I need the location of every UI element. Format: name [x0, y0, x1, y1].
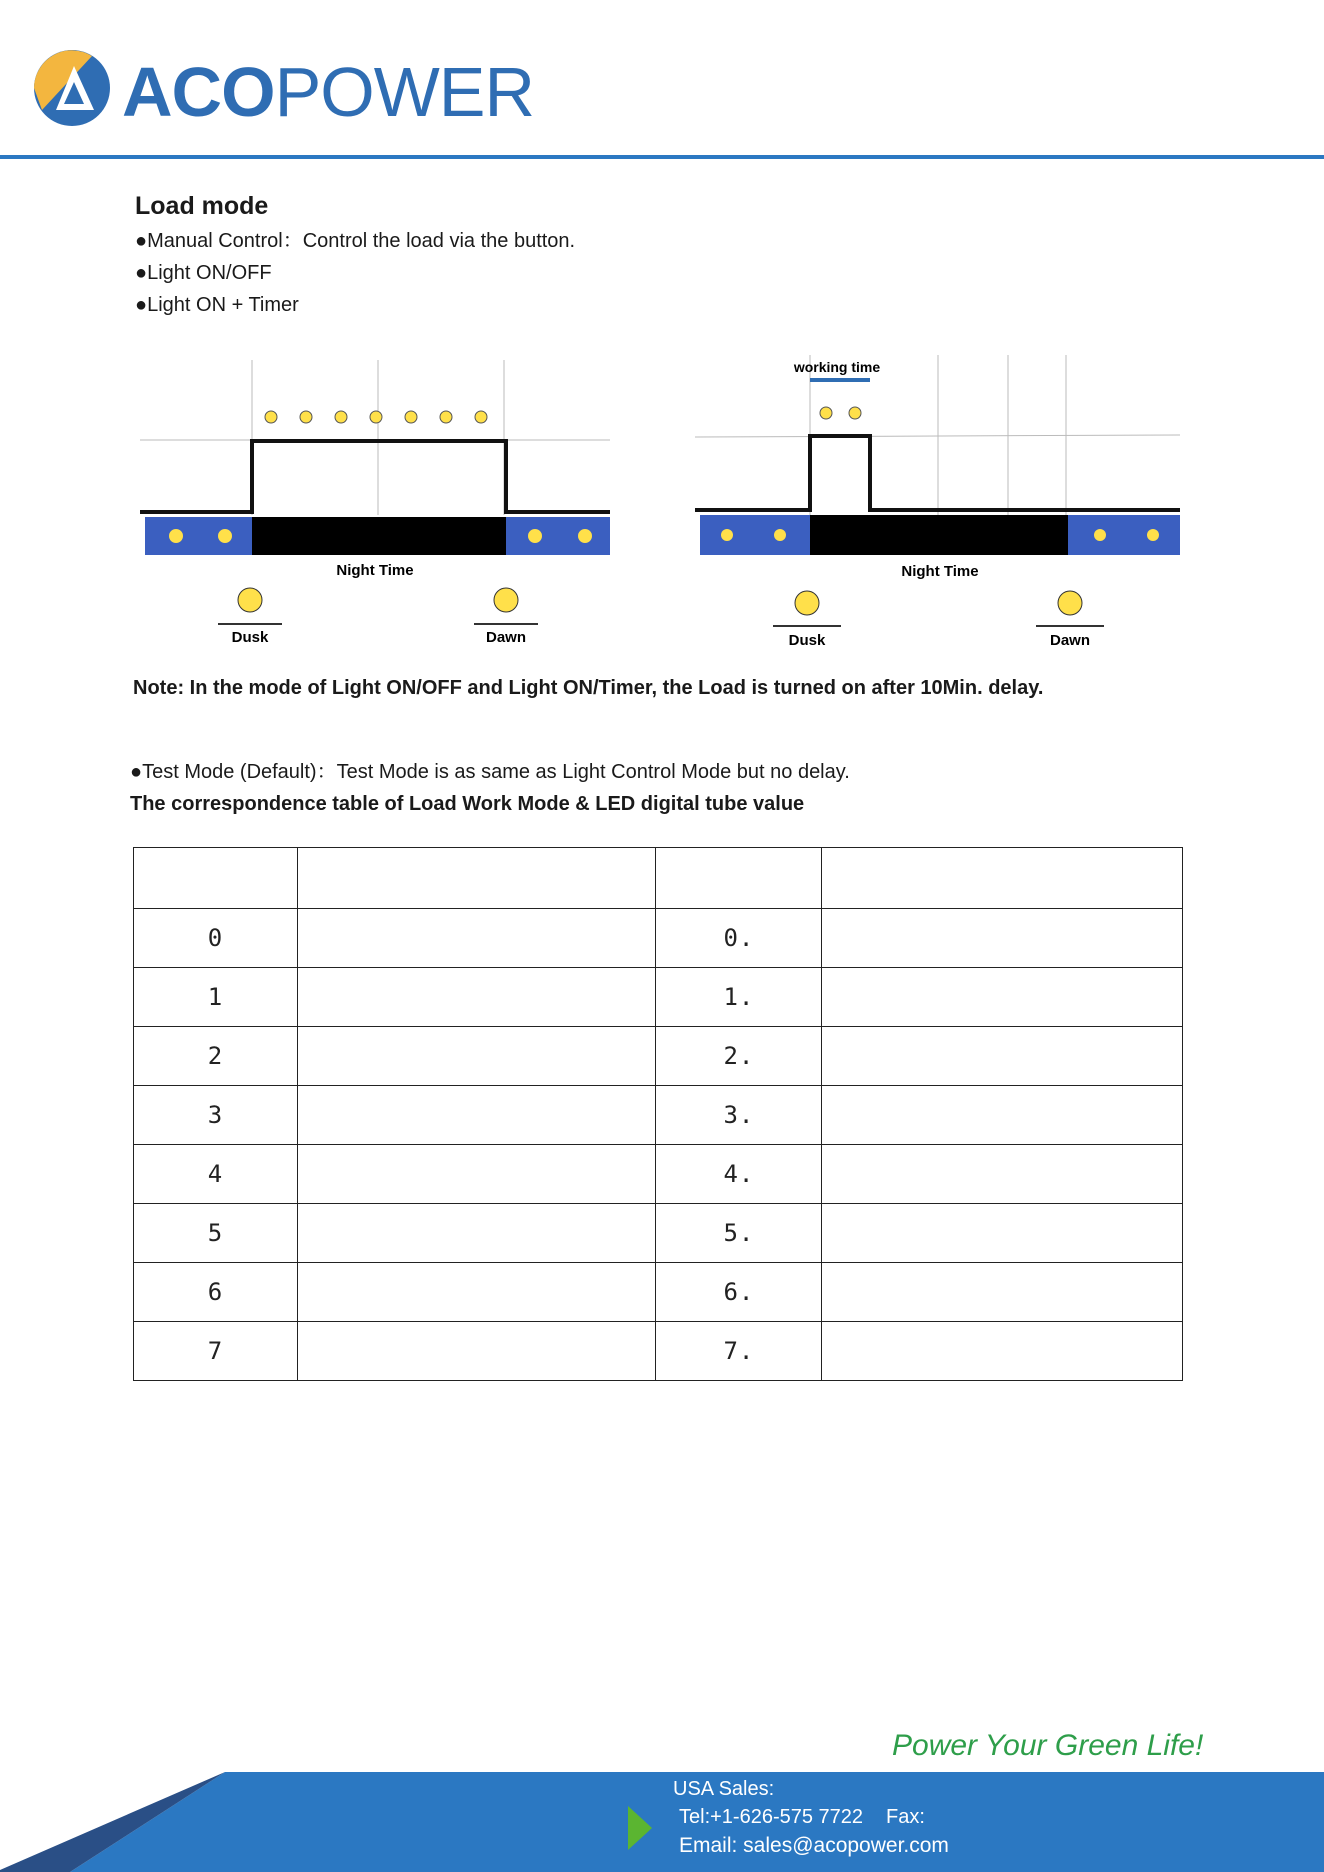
test-mode-bullet: ●Test Mode (Default)：Test Mode is as same as Light Control Mode but no delay.: [130, 761, 850, 783]
led-code-right: 5.: [656, 1204, 822, 1263]
bullet-light-on-off: ●Light ON/OFF: [135, 262, 272, 284]
led-code-left: 1: [134, 968, 298, 1027]
footer-band: [0, 1772, 1324, 1872]
table-header-row: [134, 848, 1183, 909]
table-title: The correspondence table of Load Work Mode & LED digital tube value: [130, 793, 805, 815]
dusk-label: Dusk: [788, 632, 826, 649]
table-row: [134, 1086, 1183, 1145]
dawn-sun-icon: [494, 588, 518, 612]
table-row: [134, 968, 1183, 1027]
footer-email: Email: sales@acopower.com: [679, 1834, 949, 1857]
mode-led-table: [133, 847, 1183, 1381]
dawn-label: Dawn: [1049, 632, 1091, 649]
led-code-right: 0.: [656, 909, 822, 968]
table-row: [134, 1322, 1183, 1381]
table-row: [134, 1027, 1183, 1086]
dawn-sun-icon: [1058, 591, 1082, 615]
dusk-sun-icon: [238, 588, 262, 612]
table-row: [134, 1145, 1183, 1204]
dusk-label: Dusk: [231, 629, 269, 646]
light-on-timer-diagram: [695, 350, 1185, 655]
dusk-sun-icon: [795, 591, 819, 615]
table-row: [134, 1204, 1183, 1263]
delay-note: Note: In the mode of Light ON/OFF and Light ON/Timer, the Load is turned on after 10Min. delay.: [133, 677, 1044, 699]
bullet-light-on-timer: ●Light ON + Timer: [135, 294, 299, 316]
led-code-left: 7: [134, 1322, 298, 1381]
led-code-left: 0: [134, 909, 298, 968]
light-on-off-diagram: [140, 355, 620, 655]
led-code-right: 7.: [656, 1322, 822, 1381]
brand-name: [122, 52, 534, 132]
footer-sales-label: USA Sales:: [673, 1778, 775, 1800]
night-time-label: Night Time: [901, 563, 979, 580]
header-divider: [0, 155, 1324, 159]
footer-tel: Tel:+1-626-575 7722: [679, 1806, 864, 1828]
led-code-right: 3.: [656, 1086, 822, 1145]
footer-fax: Fax:: [886, 1806, 925, 1828]
brand-name-bold: ACO: [122, 53, 275, 131]
led-code-right: 4.: [656, 1145, 822, 1204]
led-code-right: 1.: [656, 968, 822, 1027]
table-row: [134, 1263, 1183, 1322]
led-code-right: 2.: [656, 1027, 822, 1086]
brand-name-light: POWER: [274, 53, 535, 131]
led-code-left: 4: [134, 1145, 298, 1204]
slogan: Power Your Green Life!: [892, 1729, 1204, 1762]
bulb-icon: [820, 407, 861, 419]
bullet-manual-control: ●Manual Control：Control the load via the button.: [135, 230, 576, 252]
led-code-right: 6.: [656, 1263, 822, 1322]
led-code-left: 2: [134, 1027, 298, 1086]
led-code-left: 3: [134, 1086, 298, 1145]
bulb-icon: [265, 411, 487, 423]
dawn-label: Dawn: [485, 629, 527, 646]
led-code-left: 6: [134, 1263, 298, 1322]
led-code-left: 5: [134, 1204, 298, 1263]
working-time-label: working time: [793, 359, 881, 375]
table-row: [134, 909, 1183, 968]
section-title: Load mode: [135, 192, 269, 220]
night-time-label: Night Time: [336, 562, 414, 579]
